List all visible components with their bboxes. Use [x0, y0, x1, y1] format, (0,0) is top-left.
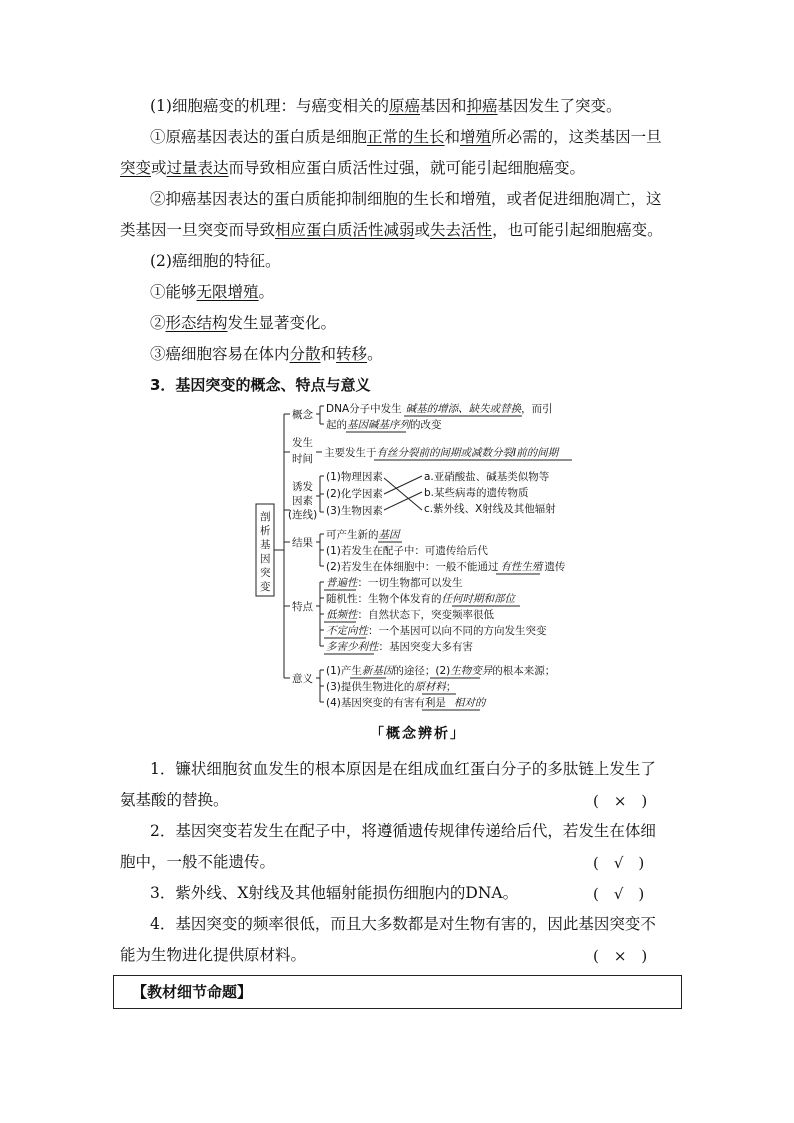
concept-discrimination-heading: 「概念辨析」	[370, 726, 466, 742]
branch-cause-label: (连线)	[288, 509, 318, 521]
root-char: 基	[260, 539, 271, 551]
question-1-cont: 氨基酸的替换。	[120, 791, 229, 809]
cause-left-item: (2)化学因素	[326, 488, 383, 500]
question-2-answer: ( √ )	[593, 854, 645, 872]
branch-time-label: 时间	[292, 453, 313, 465]
question-3-answer: ( √ )	[593, 885, 645, 903]
question-2-cont: 胞中，一般不能遗传。	[120, 853, 276, 871]
question-1-answer: ( × )	[593, 792, 648, 810]
root-char: 突	[260, 567, 271, 579]
gene-mutation-concept-map	[250, 400, 590, 712]
concept-text: DNA分子中发生 碱基的增添、缺失或替换，而引	[326, 403, 553, 415]
question-1: 1．镰状细胞贫血发生的根本原因是在组成血红蛋白分子的多肽链上发生了	[150, 760, 656, 778]
result-text: (1)若发生在配子中：可遗传给后代	[326, 545, 488, 557]
feature-item: 随机性：生物个体发育的任何时期和部位	[326, 593, 515, 605]
box-title: 【教材细节命题】	[132, 983, 253, 1001]
result-text: 可产生新的基因	[326, 529, 400, 541]
root-char: 因	[260, 553, 271, 565]
cause-right-item: c.紫外线、X射线及其他辐射	[424, 503, 556, 515]
feature-item: 不定向性：一个基因可以向不同的方向发生突变	[326, 625, 547, 637]
root-char: 变	[260, 581, 271, 593]
branch-concept-label: 概念	[292, 409, 313, 421]
feature-2: ②形态结构发生显著变化。	[150, 314, 337, 332]
question-4-cont: 能为生物进化提供原材料。	[120, 946, 307, 964]
meaning-text: (1)产生新基因的途径；(2)生物变异的根本来源；	[326, 665, 556, 677]
meaning-text: (3)提供生物进化的原材料；	[326, 681, 457, 693]
feature-3: ③癌细胞容易在体内分散和转移。	[150, 345, 383, 363]
textbook-detail-box	[113, 975, 682, 1009]
paragraph-proto-oncogene-cont: 突变或过量表达而导致相应蛋白质活性过强，就可能引起细胞癌变。	[120, 159, 586, 177]
paragraph-tumor-suppressor-cont: 类基因一旦突变而导致相应蛋白质活性减弱或失去活性，也可能引起细胞癌变。	[120, 221, 663, 239]
feature-item: 多害少利性：基因突变大多有害	[326, 641, 473, 653]
feature-1: ①能够无限增殖。	[150, 283, 275, 301]
time-text: 主要发生于有丝分裂前的间期或减数分裂Ⅰ前的间期	[324, 447, 559, 459]
concept-text: 起的基因碱基序列的改变	[326, 419, 442, 431]
branch-meaning-label: 意义	[292, 673, 313, 685]
feature-item: 普遍性：一切生物都可以发生	[326, 577, 463, 589]
question-4: 4．基因突变的频率很低，而且大多数都是对生物有害的，因此基因突变不	[150, 915, 656, 933]
section-heading-3: 3．基因突变的概念、特点与意义	[150, 376, 371, 394]
cause-left-item: (1)物理因素	[326, 471, 383, 483]
paragraph-cancer-features: (2)癌细胞的特征。	[150, 252, 281, 270]
paragraph-mechanism: (1)细胞癌变的机理：与癌变相关的原癌基因和抑癌基因发生了突变。	[150, 97, 622, 115]
question-4-answer: ( × )	[593, 947, 648, 965]
question-3: 3．紫外线、X射线及其他辐射能损伤细胞内的DNA。	[150, 884, 519, 902]
result-text: (2)若发生在体细胞中：一般不能通过 有性生殖 遗传	[326, 561, 566, 573]
cause-right-item: a.亚硝酸盐、碱基类似物等	[424, 471, 550, 483]
meaning-text: (4)基因突变的有害有利是 相对的	[326, 697, 486, 709]
feature-item: 低频性：自然状态下，突变频率很低	[326, 609, 494, 621]
paragraph-proto-oncogene: ①原癌基因表达的蛋白质是细胞正常的生长和增殖所必需的，这类基因一旦	[150, 128, 662, 146]
branch-cause-label: 诱发	[292, 481, 313, 493]
branch-feature-label: 特点	[292, 601, 313, 613]
root-char: 析	[260, 525, 271, 537]
branch-result-label: 结果	[292, 537, 313, 549]
branch-time-label: 发生	[292, 437, 313, 449]
branch-cause-label: 因素	[292, 495, 313, 507]
question-2: 2．基因突变若发生在配子中，将遵循遗传规律传递给后代，若发生在体细	[150, 822, 656, 840]
cause-left-item: (3)生物因素	[326, 505, 383, 517]
root-char: 剖	[260, 511, 271, 523]
paragraph-tumor-suppressor: ②抑癌基因表达的蛋白质能抑制细胞的生长和增殖，或者促进细胞凋亡，这	[150, 190, 662, 208]
cause-right-item: b.某些病毒的遗传物质	[424, 487, 529, 499]
